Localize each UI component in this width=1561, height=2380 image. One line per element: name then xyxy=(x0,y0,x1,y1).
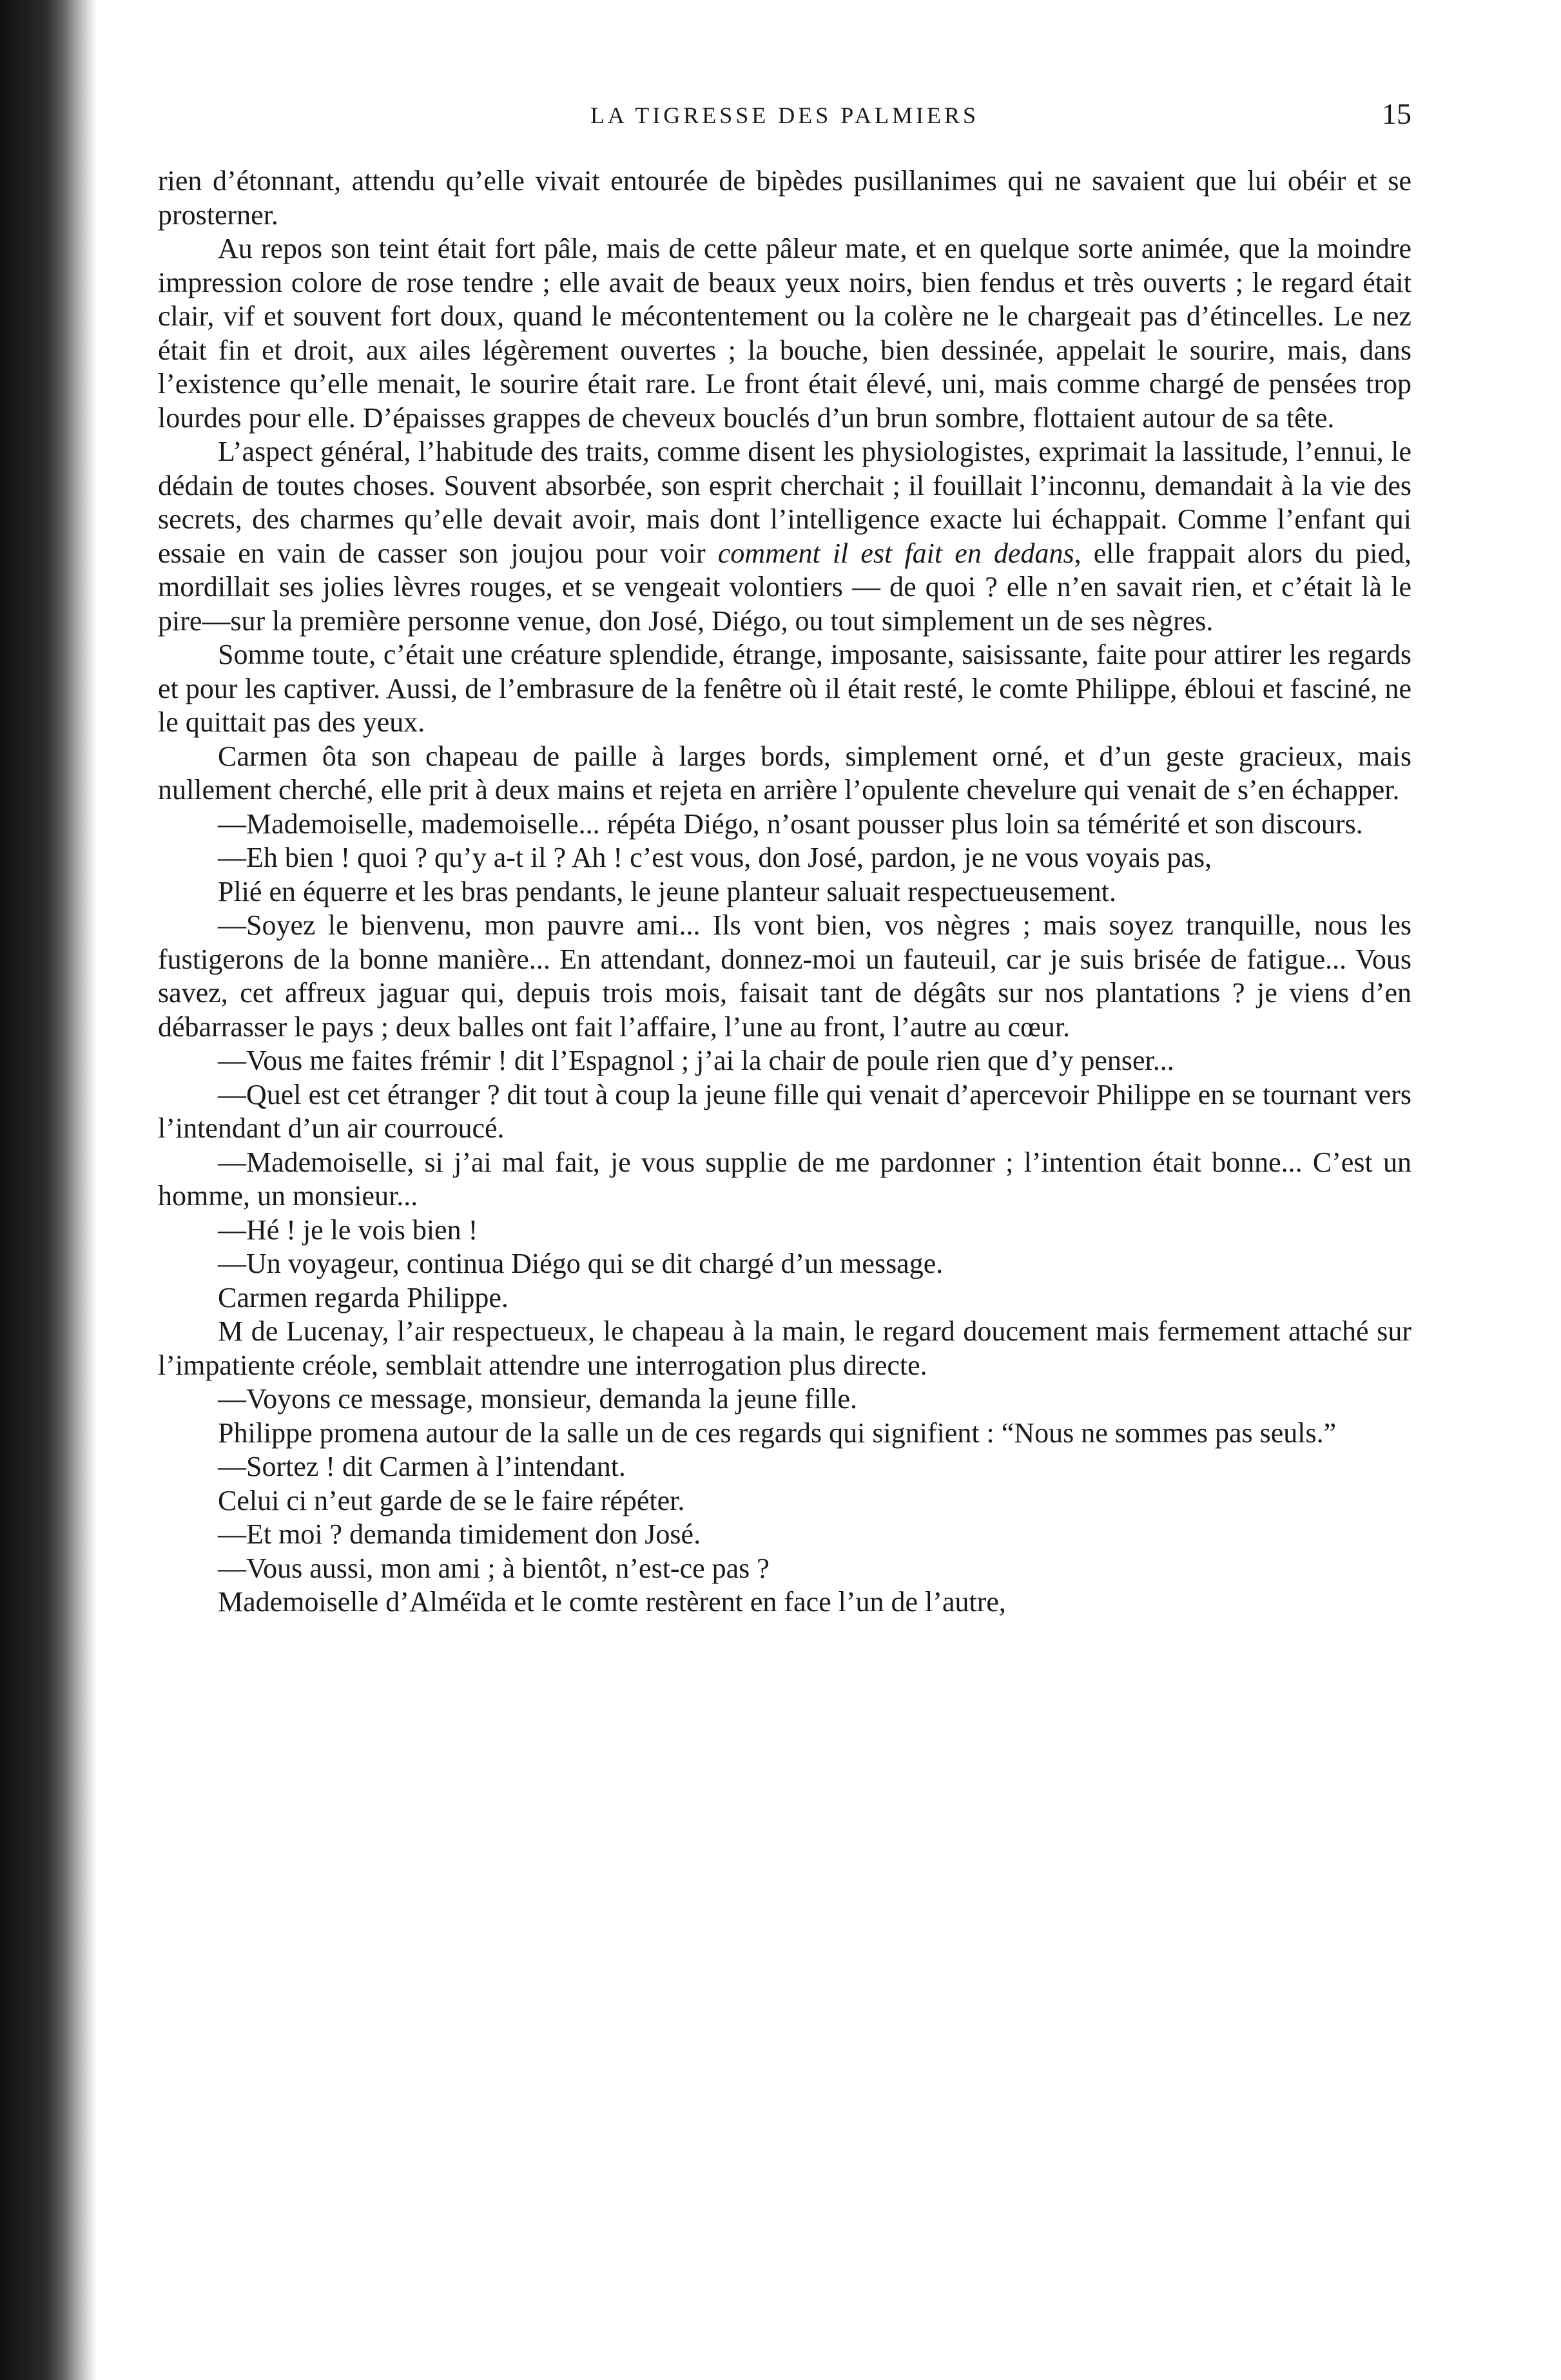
paragraph: Au repos son teint était fort pâle, mais de cette pâleur mate, et en quelque sorte animée, que la moindre impression colore de rose tendre ; elle avait de beaux yeux noirs, bien fendus et très ouverts ; le regard était clair, vif et souvent fort doux, quand le mécontentement ou la colère ne le chargeait pas d’étincelles. Le nez était fin et droit, aux ailes légèrement ouvertes ; la bouche, bien dessinée, appelait le sourire, mais, dans l’existence qu’elle menait, le sourire était rare. Le front était élevé, uni, mais comme chargé de pensées trop lourdes pour elle. D’épaisses grappes de cheveux bouclés d’un brun sombre, flottaient autour de sa tête. xyxy=(158,233,1411,434)
paragraph: Philippe promena autour de la salle un de ces regards qui signifient : “Nous ne sommes pas seuls.” xyxy=(218,1417,1337,1449)
dialogue-paragraph: —Voyons ce message, monsieur, demanda la jeune fille. xyxy=(218,1383,858,1415)
dialogue-paragraph: —Vous me faites frémir ! dit l’Espagnol ; j’ai la chair de poule rien que d’y penser... xyxy=(218,1045,1174,1076)
dialogue-paragraph: —Et moi ? demanda timidement don José. xyxy=(218,1518,701,1550)
dialogue-paragraph: —Quel est cet étranger ? dit tout à coup la jeune fille qui venait d’apercevoir Philippe en se tournant vers l’intendant d’un air courroucé. xyxy=(158,1078,1411,1144)
paragraph: rien d’étonnant, attendu qu’elle vivait entourée de bipèdes pusillanimes qui ne savaient que lui obéir et se prosterner. xyxy=(158,165,1411,231)
page-number: 15 xyxy=(1382,97,1411,130)
dialogue-paragraph: —Eh bien ! quoi ? qu’y a-t il ? Ah ! c’est vous, don José, pardon, je ne vous voyais pas, xyxy=(218,842,1212,873)
paragraph-text: L’aspect général, l’habitude des traits, comme disent les physiologistes, exprimait la lassitude, l’ennui, le dédain de toutes choses. Souvent absorbée, son esprit cherchait ; il fouillait l’inconnu, demandait à la vie des secrets, des charmes qu’elle devait avoir, mais dont l’intelligence exacte lui échappait. Comme l’enfant qui essaie en vain de casser son joujou pour voir xyxy=(158,436,1411,569)
paragraph: Mademoiselle d’Alméïda et le comte restèrent en face l’un de l’autre, xyxy=(218,1586,1006,1618)
dialogue-paragraph: —Mademoiselle, mademoiselle... répéta Diégo, n’osant pousser plus loin sa témérité et son discours. xyxy=(218,808,1363,840)
dialogue-paragraph: —Mademoiselle, si j’ai mal fait, je vous supplie de me pardonner ; l’intention était bonne... C’est un homme, un monsieur... xyxy=(158,1146,1411,1212)
running-header xyxy=(158,97,1411,142)
running-title: LA TIGRESSE DES PALMIERS xyxy=(590,102,980,128)
dialogue-paragraph: —Soyez le bienvenu, mon pauvre ami... Ils vont bien, vos nègres ; mais soyez tranquille, nous les fustigerons de la bonne manière... En attendant, donnez-moi un fauteuil, car je suis brisée de fatigue... Vous savez, cet affreux jaguar qui, depuis trois mois, faisait tant de dégâts sur nos plantations ? je viens d’en débarrasser le pays ; deux balles ont fait l’affaire, l’une au front, l’autre au cœur. xyxy=(158,909,1411,1043)
page-binding-edge xyxy=(0,0,97,2380)
paragraph-text: , elle frappait alors du pied, mordillait ses jolies lèvres rouges, et se vengeait volontiers — de quoi ? elle n’en savait rien, et c’était là le pire—sur la première personne venue, don José, Diégo, ou tout simplement un de ses nègres. xyxy=(158,537,1411,637)
paragraph: Carmen regarda Philippe. xyxy=(218,1281,509,1313)
paragraph xyxy=(158,435,1411,638)
italic-phrase: comment il est fait en dedans xyxy=(717,537,1074,569)
paragraph: Somme toute, c’était une créature splendide, étrange, imposante, saisissante, faite pour attirer les regards et pour les captiver. Aussi, de l’embrasure de la fenêtre où il était resté, le comte Philippe, ébloui et fasciné, ne le quittait pas des yeux. xyxy=(158,639,1411,738)
dialogue-paragraph: —Un voyageur, continua Diégo qui se dit chargé d’un message. xyxy=(218,1248,944,1279)
body-text xyxy=(158,164,1411,1620)
dialogue-paragraph: —Hé ! je le vois bien ! xyxy=(218,1214,478,1246)
dialogue-paragraph: —Vous aussi, mon ami ; à bientôt, n’est-ce pas ? xyxy=(218,1552,770,1584)
paragraph: Carmen ôta son chapeau de paille à larges bords, simplement orné, et d’un geste gracieux, mais nullement cherché, elle prit à deux mains et rejeta en arrière l’opulente chevelure qui venait de s’en échapper. xyxy=(158,740,1411,806)
paragraph: Plié en équerre et les bras pendants, le jeune planteur saluait respectueusement. xyxy=(218,875,1117,907)
dialogue-paragraph: —Sortez ! dit Carmen à l’intendant. xyxy=(218,1451,626,1482)
paragraph: M de Lucenay, l’air respectueux, le chapeau à la main, le regard doucement mais fermement attaché sur l’impatiente créole, semblait attendre une interrogation plus directe. xyxy=(158,1315,1411,1381)
paragraph: Celui ci n’eut garde de se le faire répéter. xyxy=(218,1484,685,1516)
